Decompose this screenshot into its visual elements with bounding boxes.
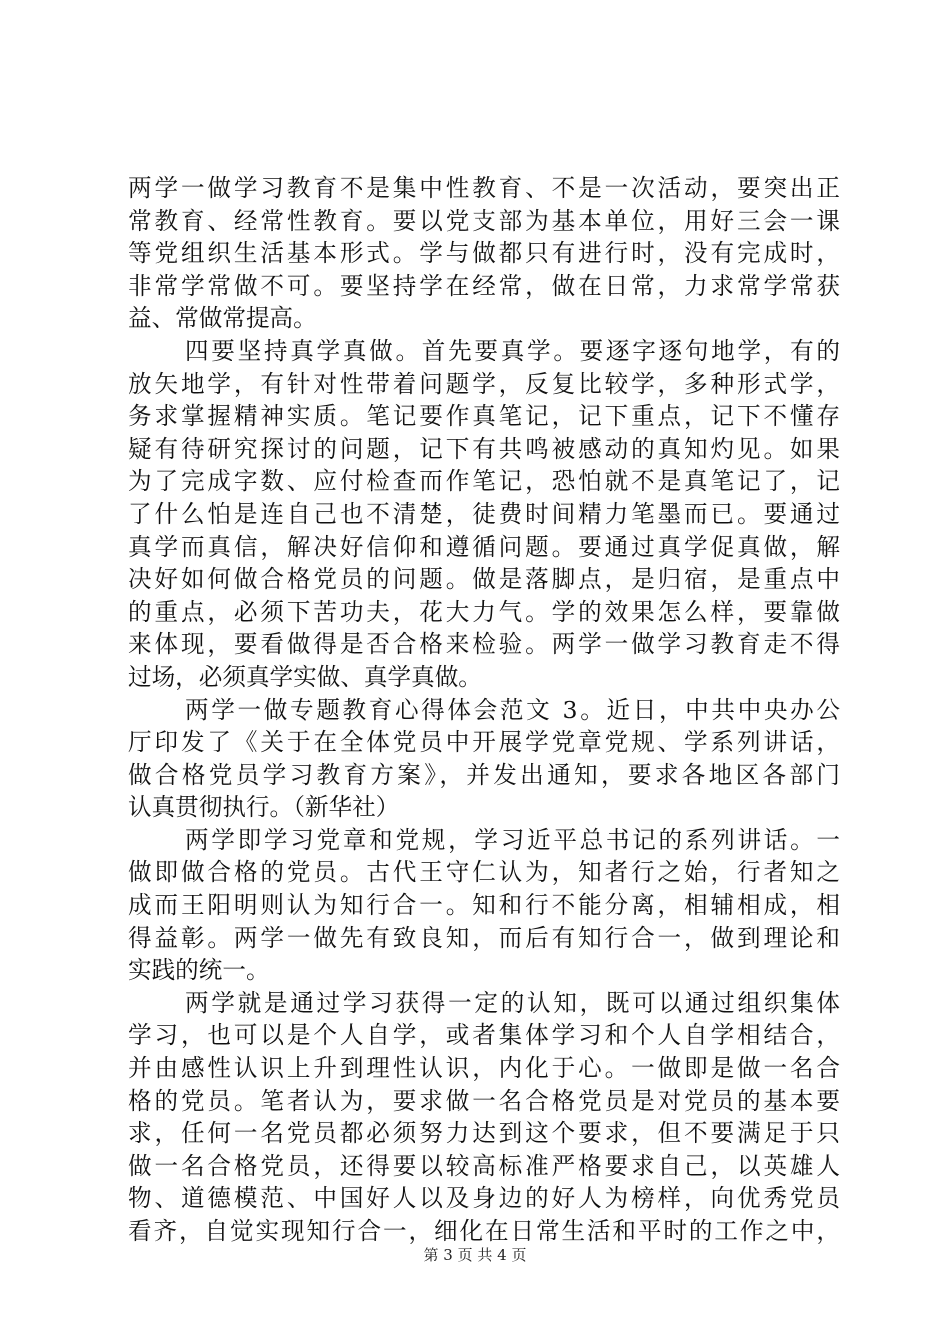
text-line: 了什么怕是连自己也不清楚，徒费时间精力笔墨而已。要通过 [128, 499, 840, 528]
text-line: 两学一做学习教育不是集中性教育、不是一次活动，要突出正 [128, 174, 840, 202]
text-line: 务求掌握精神实质。笔记要作真笔记，记下重点，记下不懂存 [128, 402, 840, 431]
text-line: 格的党员。笔者认为，要求做一名合格党员是对党员的基本要 [128, 1086, 840, 1115]
text-line: 并由感性认识上升到理性认识，内化于心。一做即是做一名合 [128, 1054, 840, 1083]
text-line: 非常学常做不可。要坚持学在经常，做在日常，力求常学常获 [128, 271, 840, 300]
text-line: 做合格党员学习教育方案》，并发出通知，要求各地区各部门 [128, 760, 840, 789]
text-line: 的重点，必须下苦功夫，花大力气。学的效果怎么样，要靠做 [128, 597, 840, 626]
text-line: 疑有待研究探讨的问题，记下有共鸣被感动的真知灼见。如果 [128, 434, 840, 463]
text-line: 认真贯彻执行。（新华社） [128, 793, 400, 822]
text-line: 为了完成字数、应付检查而作笔记，恐怕就不是真笔记了，记 [128, 467, 840, 496]
text-line: 四要坚持真学真做。首先要真学。要逐字逐句地学，有的 [185, 336, 840, 365]
text-line: 益、常做常提高。 [128, 304, 317, 333]
text-line: 成而王阳明则认为知行合一。知和行不能分离，相辅相成，相 [128, 891, 840, 920]
text-line: 真学而真信，解决好信仰和遵循问题。要通过真学促真做，解 [128, 532, 840, 561]
document-body [128, 172, 840, 1248]
text-line: 决好如何做合格党员的问题。做是落脚点，是归宿，是重点中 [128, 565, 840, 594]
text-line: 两学就是通过学习获得一定的认知，既可以通过组织集体 [185, 988, 840, 1017]
text-line: 求，任何一名党员都必须努力达到这个要求，但不要满足于只 [128, 1119, 840, 1148]
text-line: 学习，也可以是个人自学，或者集体学习和个人自学相结合， [128, 1021, 840, 1050]
text-line: 厅印发了《关于在全体党员中开展学党章党规、学系列讲话， [128, 728, 840, 757]
text-line: 过场，必须真学实做、真学真做。 [128, 662, 482, 691]
text-line: 做一名合格党员，还得要以较高标准严格要求自己，以英雄人 [128, 1151, 840, 1180]
text-line: 看齐，自觉实现知行合一，细化在日常生活和平时的工作之中， [128, 1217, 840, 1245]
text-line: 两学一做专题教育心得体会范文 3。近日，中共中央办公 [185, 695, 840, 724]
text-line: 得益彰。两学一做先有致良知，而后有知行合一，做到理论和 [128, 923, 840, 952]
text-line: 等党组织生活基本形式。学与做都只有进行时，没有完成时， [128, 239, 840, 268]
text-line: 常教育、经常性教育。要以党支部为基本单位，用好三会一课 [128, 206, 840, 235]
text-line: 物、道德模范、中国好人以及身边的好人为榜样，向优秀党员 [128, 1184, 840, 1213]
text-line: 实践的统一。 [128, 956, 270, 985]
page-number-footer: 第 3 页 共 4 页 [423, 1246, 527, 1264]
text-line: 做即做合格的党员。古代王守仁认为，知者行之始，行者知之 [128, 858, 840, 887]
text-line: 放矢地学，有针对性带着问题学，反复比较学，多种形式学， [128, 369, 840, 398]
text-line: 来体现，要看做得是否合格来检验。两学一做学习教育走不得 [128, 630, 840, 659]
text-line: 两学即学习党章和党规，学习近平总书记的系列讲话。一 [185, 825, 840, 854]
